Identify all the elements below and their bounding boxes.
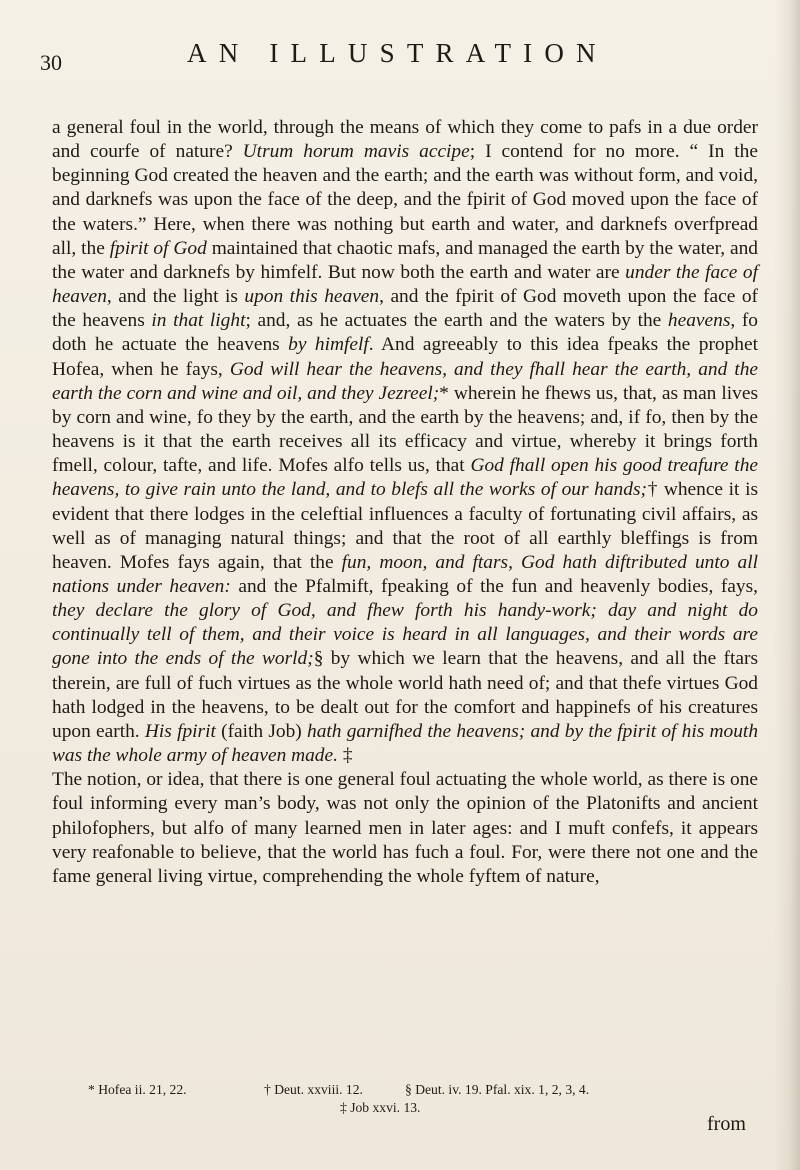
italic-phrase: fun, moon, and ftars, God hath diftributed unto all nations under heaven: bbox=[52, 551, 758, 597]
paragraph-2: The notion, or idea, that there is one general foul actuating the whole world, as there is one foul informing every man’s body, was not only the opinion of the Platonifts and ancient philofophers, but alfo of many learned men in later ages: and I muft confefs, it appears very reafonable to believe, that the world has fuch a foul. For, were there not one and the fame general living virtue, comprehending the whole fyftem of nature, bbox=[52, 769, 758, 887]
footnote-hosea: * Hofea ii. 21, 22. bbox=[88, 1082, 187, 1097]
footnote-line-1 bbox=[88, 1081, 589, 1099]
italic-phrase: God fhall open his good treafure the heavens, to give rain unto the land, and to blefs all the works of our hands; bbox=[52, 455, 758, 501]
italic-phrase: His fpirit bbox=[144, 720, 216, 742]
footnote-job: ‡ Job xxvi. 13. bbox=[340, 1100, 421, 1115]
footnote-deut-psalm: § Deut. iv. 19. Pfal. xix. 1, 2, 3, 4. bbox=[405, 1082, 590, 1097]
page-number: 30 bbox=[40, 50, 62, 75]
roman-text: , and the light is bbox=[106, 286, 245, 308]
italic-phrase: by himfelf bbox=[288, 334, 369, 356]
catchword: from bbox=[707, 1113, 746, 1135]
roman-text: § by which we learn that the heavens, and all the ftars therein, are full of fuch virtues as the whole world hath need of; and that thefe virtues God hath lodged in the heavens, to be dealt out for the comfort and happinefs of his creatures upon earth. bbox=[52, 648, 759, 742]
running-head: AN ILLUSTRATION bbox=[187, 38, 608, 68]
roman-text: . And agreeably to this idea fpeaks the prophet Hofea, when he fays, bbox=[52, 334, 758, 380]
roman-text: a general foul in the world, through the means of which they come to pafs in a due order and courfe of nature? bbox=[52, 117, 758, 163]
body-text bbox=[52, 116, 758, 889]
page-edge-shadow bbox=[774, 0, 800, 1170]
roman-text: maintained that chaotic mafs, and managed the earth by the water, and the water and darknefs by himfelf. But now both the earth and water are bbox=[52, 237, 759, 283]
italic-phrase: they declare the glory of God, and fhew forth his handy-work; day and night do continually tell of them, and their voice is heard in all languages, and their words are gone into the ends of the world; bbox=[52, 600, 758, 670]
roman-text: * wherein he fhews us, that, as man lives by corn and wine, fo they by the earth, and the earth by the heavens; and, if fo, then by the heavens is it that the earth receives all its efficacy and virtue, whereby it brings forth fmell, colour, tafte, and life. Mofes alfo tells us, that bbox=[52, 382, 758, 477]
roman-text: and the Pfalmift, fpeaking of the fun and heavenly bodies, fays, bbox=[230, 575, 758, 597]
italic-phrase: upon this heaven bbox=[244, 286, 380, 308]
paragraph-1 bbox=[52, 116, 758, 768]
italic-phrase: Utrum horum mavis accipe bbox=[242, 141, 470, 163]
footnote-deut-28: † Deut. xxviii. 12. bbox=[264, 1082, 363, 1097]
roman-text: (faith Job) bbox=[215, 720, 308, 742]
roman-text: † whence it is evident that there lodges in the celeftial influences a faculty of fortunating civil affairs, as well as of managing natural things; and that the root of all earthly bleffings is from heaven. Mofes fays again, that the bbox=[52, 479, 758, 573]
roman-text: ; and, as he actuates the earth and the waters by the bbox=[245, 310, 668, 332]
italic-phrase: under the face of heaven bbox=[52, 261, 758, 308]
roman-text: , and the fpirit of God moveth upon the face of the heavens bbox=[52, 286, 758, 332]
roman-text: ‡ bbox=[337, 745, 353, 767]
italic-phrase: God will hear the heavens, and they fhall hear the earth, and the earth the corn and wine and oil, and they Jezreel; bbox=[52, 358, 759, 404]
italic-phrase: fpirit of God bbox=[109, 237, 207, 259]
roman-text: ; I contend for no more. “ In the beginning God created the heaven and the earth; and the earth was without form, and void, and darknefs was upon the face of the deep, and the fpirit of God moved upon the face of the waters.” Here, when there was nothing but earth and water, and darknefs overfpread all, the bbox=[52, 141, 758, 259]
italic-phrase: hath garnifhed the heavens; and by the fpirit of his mouth was the whole army of heaven made. bbox=[52, 720, 759, 767]
roman-text: , fo doth he actuate the heavens bbox=[52, 310, 759, 356]
italic-phrase: heavens bbox=[667, 310, 731, 332]
italic-phrase: in that light bbox=[151, 310, 246, 332]
